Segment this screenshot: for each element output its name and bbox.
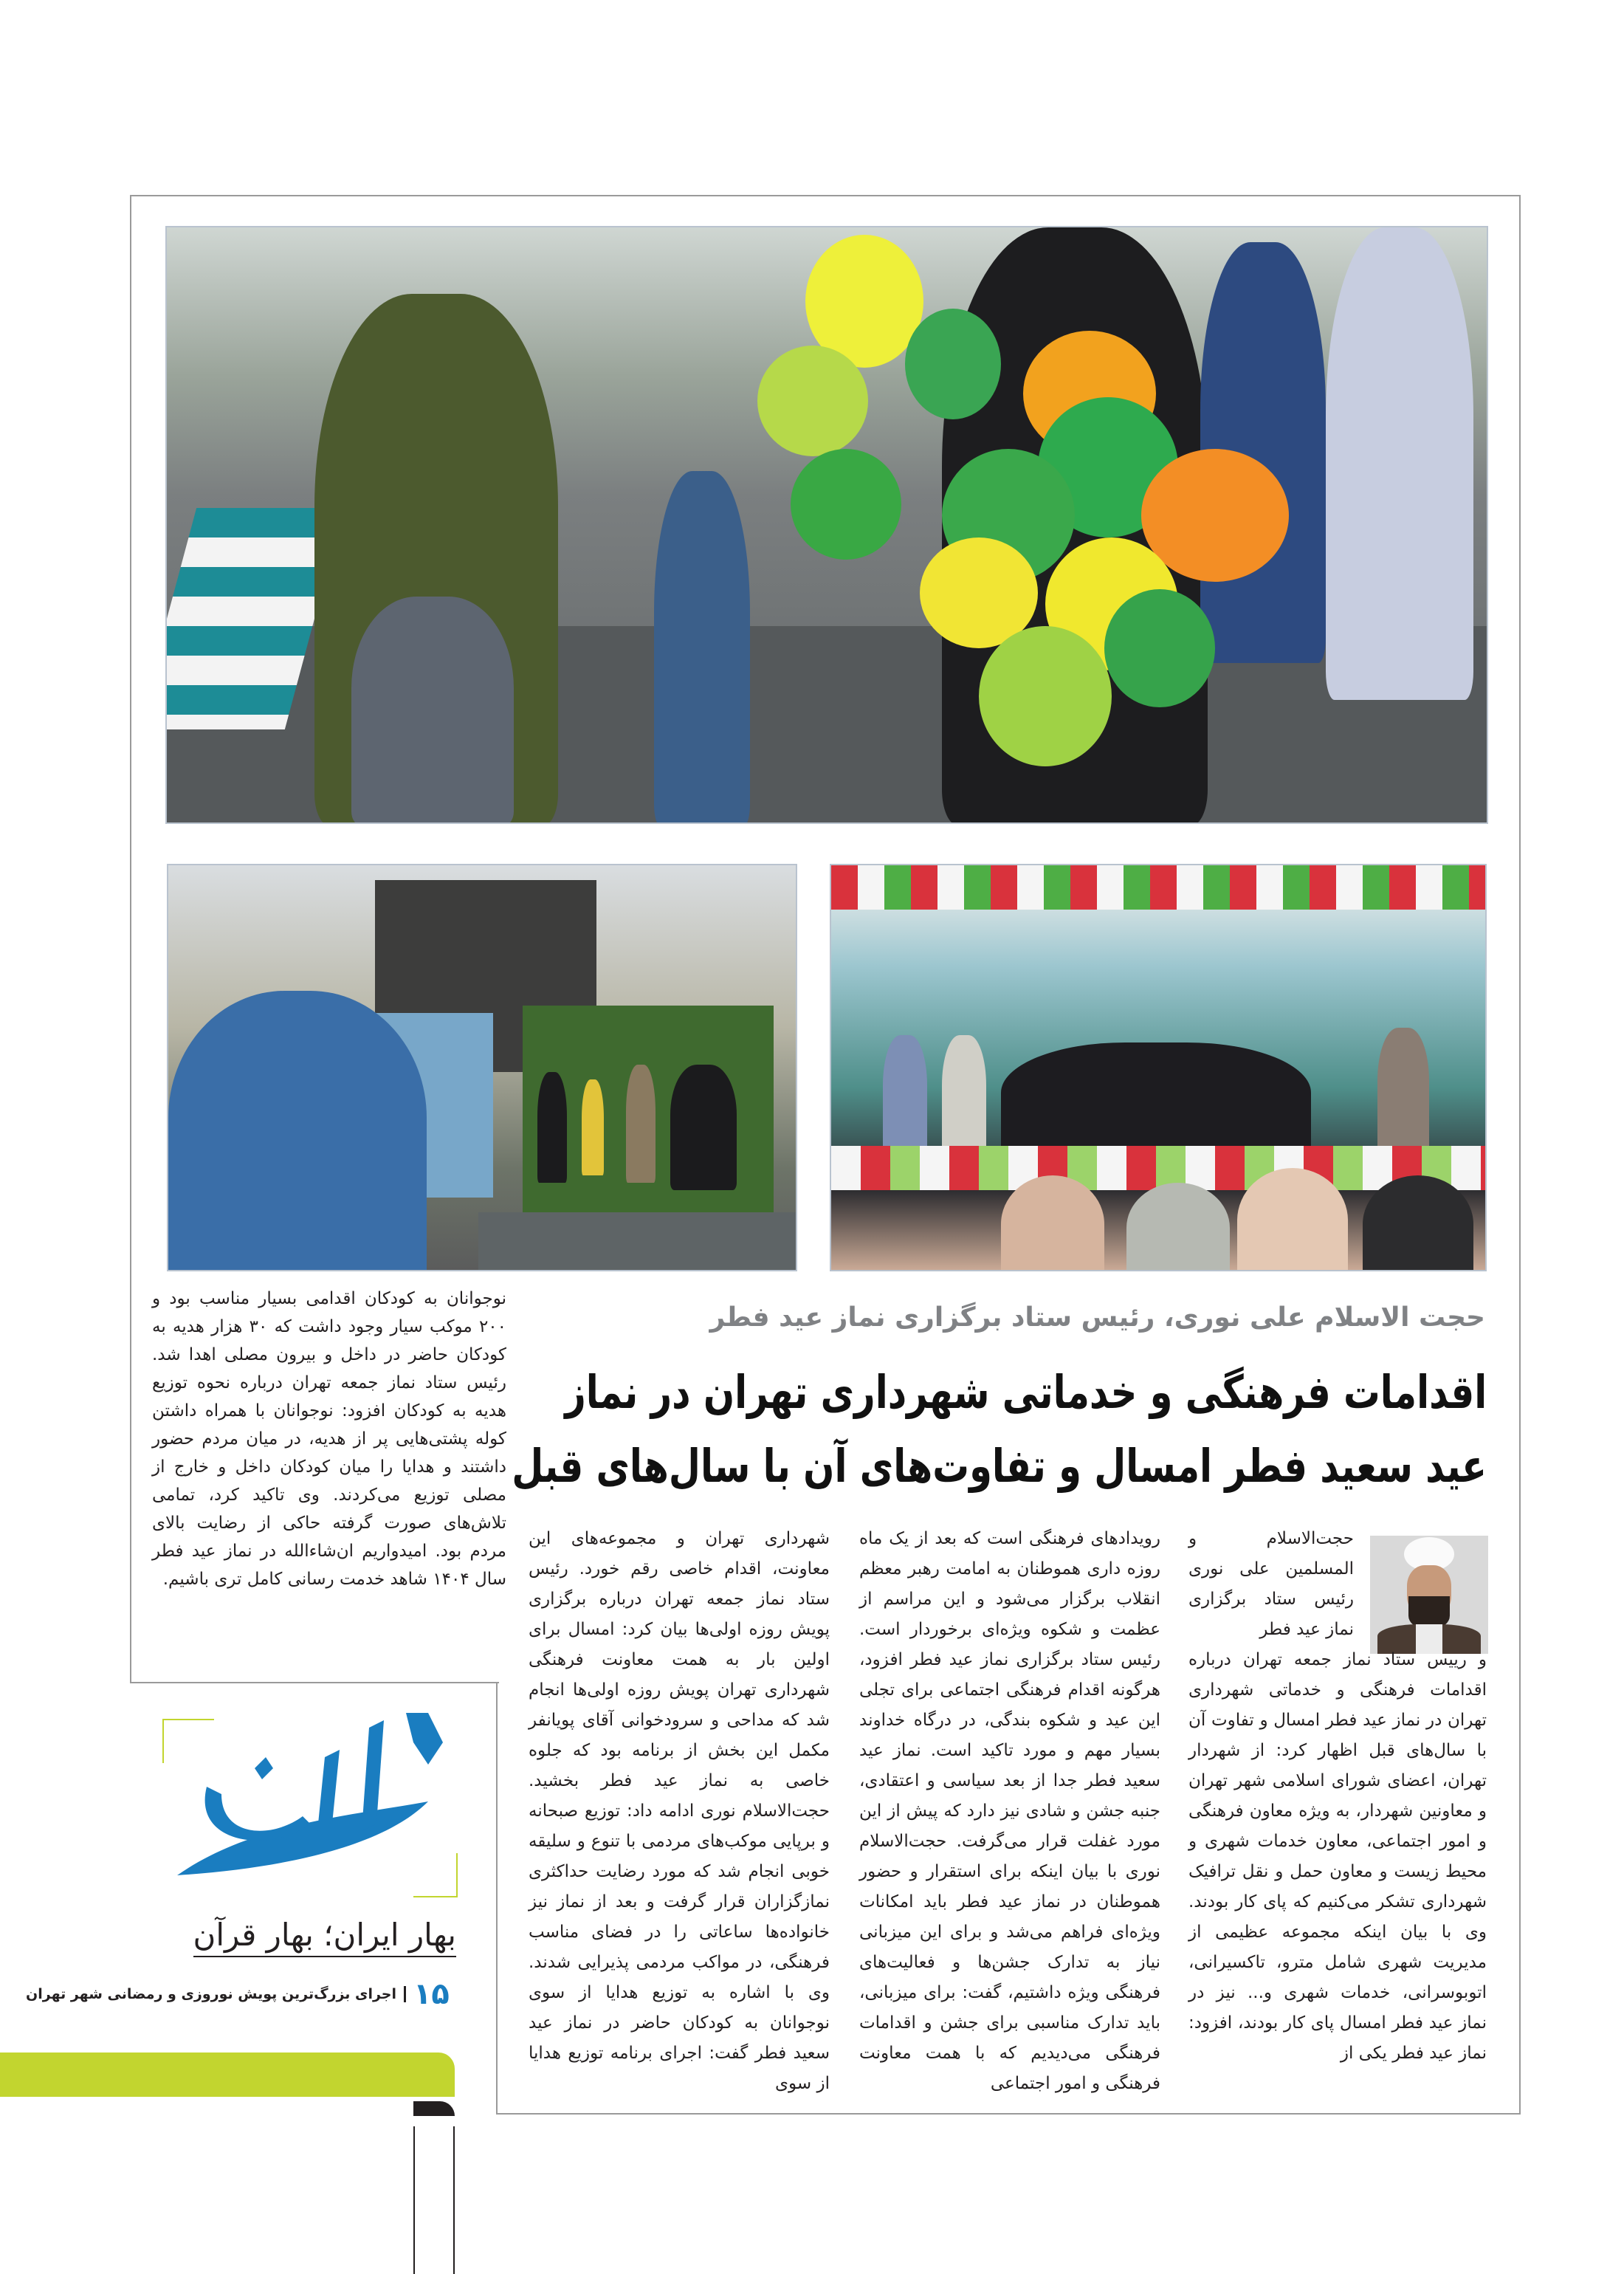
- headline-line-2: عید سعید فطر امسال و تفاوت‌های آن با سال‌های قبل: [512, 1439, 1487, 1493]
- article-column-sidebar: نوجوانان به کودکان اقدامی بسیار مناسب بود و ۲۰۰ موکب سیار وجود داشت که ۳۰ هزار هدیه به کودکان حاضر در داخل و بیرون مصلی اهدا شد. رئیس ستاد نماز جمعه تهران درباره نحوه توزیع هدیه به کودکان افزود: نوجوانان با همراه داشتن کوله پشتی‌هایی پر از هدیه، در میان مردم حضور داشتند و هدایا را میان کودکان داخل و خارج از مصلی توزیع می‌کردند. وی تاکید کرد، تمامی تلاش‌های صورت گرفته حاکی از رضایت بالای مردم بود. امیدواریم ان‌شاءالله در نماز عید فطر سال ۱۴۰۴ شاهد خدمت رسانی کامل تری باشیم.: [152, 1289, 506, 1589]
- photo-photographer: [167, 864, 797, 1271]
- article-column-3: شهرداری تهران و مجموعه‌های این معاونت، اقدام خاصی رقم خورد. رئیس ستاد نماز جمعه تهران درباره برگزاری پویش روزه اولی‌ها بیان کرد: امسال برای اولین بار به همت معاونت فرهنگی شهرداری تهران پویش روزه اولی‌ها انجام شد که مداحی و سرودخوانی آقای پویانفر مکمل این بخش از برنامه بود که جلوه خاصی به نماز عید فطر بخشید. حجت‌الاسلام نوری ادامه داد: توزیع صبحانه و برپایی موکب‌های مردمی با تنوع و سلیقه خوبی انجام شد که مورد رضایت حداکثری نمازگزاران قرار گرفت و بعد از نماز نیز خانواده‌ها ساعاتی را در فضای مناسب فرهنگی، در مواکب مردمی پذیرایی شدند. وی با اشاره به توزیع هدایا از سوی نوجوانان به کودکان حاضر در نماز عید سعید فطر گفت: اجرای برنامه توزیع هدایا از سوی: [529, 1529, 830, 2093]
- page-edge-line: [413, 2126, 415, 2274]
- accent-bar: [0, 1995, 455, 2101]
- article-column-2: رویدادهای فرهنگی است که بعد از یک ماه روزه داری هموطنان به امامت رهبر معظم انقلاب برگزار می‌شود و این مراسم از عظمت و شکوه ویژه‌ای برخوردار است. رئیس ستاد برگزاری نماز عید فطر افزود، هرگونه اقدام فرهنگی اجتماعی برای تجلی این عید و شکوه بندگی، در درگاه خداوند بسیار مهم و مورد تاکید است. نماز عید سعید فطر جدا از بعد سیاسی و اعتقادی، جنبه جشن و شادی نیز دارد که پیش از این مورد غفلت قرار می‌گرفت. حجت‌الاسلام نوری با بیان اینکه برای استقرار و حضور هموطنان در نماز عید فطر باید امکانات ویژه‌ای فراهم می‌شد و برای این میزبانی نیاز به تدارک جشن‌ها و فعالیت‌های فرهنگی ویژه داشتیم، گفت: برای میزبانی، باید تدارک مناسبی برای جشن و اقدامات فرهنگی می‌دیدیم که با همت معاونت فرهنگی و امور اجتماعی: [859, 1529, 1160, 2093]
- accent-bar-dark: [413, 2101, 455, 2116]
- article-headline: [512, 1356, 1487, 1503]
- magazine-logo: [162, 1698, 458, 1897]
- logo-calligraphy-icon: [162, 1698, 458, 1897]
- page-number: ۱۵: [413, 1977, 450, 2011]
- article-column-1: [1188, 1524, 1487, 2069]
- section-label: اجرای بزرگ‌ترین پویش نوروزی و رمضانی شهر تهران: [26, 1986, 406, 2002]
- article-intro: حجت‌الاسلام و المسلمین علی نوری رئیس ستاد برگزاری نماز عید فطر: [1188, 1529, 1354, 1639]
- page-edge-line-2: [453, 2126, 455, 2274]
- photo-children-choir: [830, 864, 1487, 1271]
- headline-line-1: اقدامات فرهنگی و خدماتی شهرداری تهران در نماز: [564, 1365, 1487, 1419]
- article-column-1-text: و رییس ستاد نماز جمعه تهران درباره اقدامات فرهنگی و خدماتی شهرداری تهران در نماز عید فطر امسال و تفاوت آن با سال‌های قبل اظهار کرد: از شهردار تهران، اعضای شورای اسلامی شهر تهران و معاونین شهردار، به ویژه معاون فرهنگی و امور اجتماعی، معاون خدمات شهری و محیط زیست و معاون حمل و نقل ترافیک شهرداری تشکر می‌کنیم که پای کار بودند. وی با بیان اینکه مجموعه عظیمی از مدیریت شهری شامل مترو، تاکسیرانی، اتوبوسرانی، خدمات شهری و... نیز در نماز عید فطر امسال پای کار بودند، افزود: نماز عید فطر یکی از: [1188, 1650, 1487, 2063]
- magazine-tagline: بهار ایران؛ بهار قرآن: [193, 1917, 456, 1957]
- photo-balloon-distribution: [165, 226, 1488, 824]
- article-subtitle: حجت الاسلام علی نوری، رئیس ستاد برگزاری نماز عید فطر: [709, 1302, 1485, 1333]
